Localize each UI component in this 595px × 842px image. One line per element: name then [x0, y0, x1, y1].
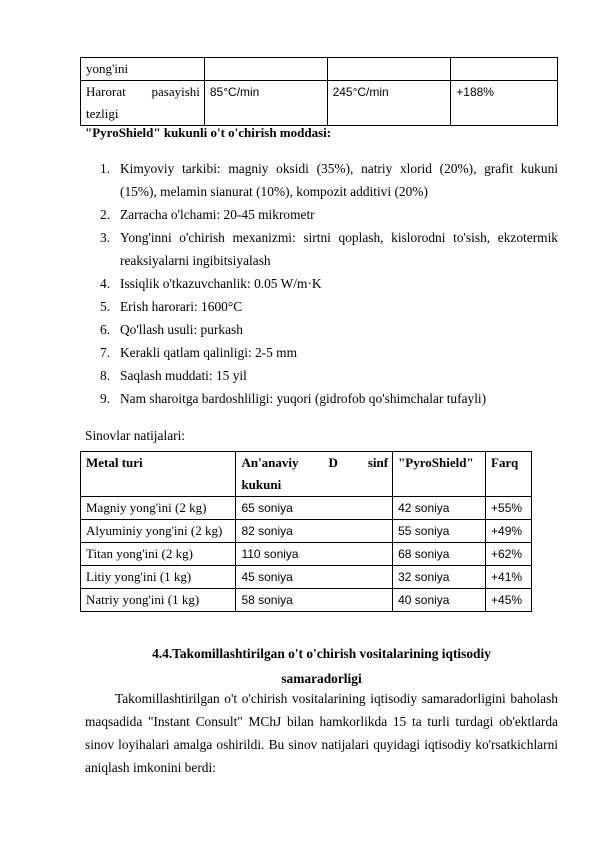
list-number: 2. [100, 207, 111, 222]
list-text: Issiqlik o'tkazuvchanlik: 0.05 W/m·K [120, 276, 322, 291]
table-cell: 55 soniya [393, 520, 486, 543]
table-cell [204, 58, 327, 81]
table-cell: 110 soniya [236, 543, 393, 566]
list-item [92, 203, 558, 226]
table-cell: 40 soniya [393, 589, 486, 612]
list-text: Yong'inni o'chirish mexanizmi: sirtni qoplash, kislorodni to'sish, ekzotermik reaksiyalarni ingibitsiyalash [120, 230, 558, 268]
section-title [85, 641, 558, 691]
list-number: 6. [100, 322, 111, 337]
table-cell: +49% [486, 520, 532, 543]
cell-line [86, 81, 204, 103]
cell-line: tezligi [86, 106, 119, 121]
list-number: 1. [100, 161, 111, 176]
list-text: Qo'llash usuli: purkash [120, 322, 243, 337]
list-number: 3. [100, 230, 111, 245]
table-cell: 45 soniya [236, 566, 393, 589]
table-row [81, 520, 532, 543]
list-item [92, 157, 558, 203]
table-cell: Magniy yong'ini (2 kg) [81, 497, 236, 520]
list-text: Kimyoviy tarkibi: magniy oksidi (35%), natriy xlorid (20%), grafit kukuni (15%), melamin sianurat (10%), kompozit additivi (20%) [120, 161, 558, 199]
list-number: 5. [100, 299, 111, 314]
table-cell: Natriy yong'ini (1 kg) [81, 589, 236, 612]
table-row [81, 81, 558, 126]
body-paragraph: Takomillashtirilgan o't o'chirish vositalarining iqtisodiy samaradorligini baholash maqsadida "Instant Consult" MChJ bilan hamkorlikda 15 ta turli turdagi ob'ektlarda sinov loyihalari amalga oshirildi. Bu sinov natijalari quyidagi iqtisodiy ko'rsatkichlarni aniqlash imkonini berdi: [85, 691, 558, 775]
list-item [92, 387, 558, 410]
cell-word: Harorat [86, 84, 126, 99]
table-cell: yong'ini [81, 58, 205, 81]
list-item [92, 226, 558, 272]
column-header-farq: Farq [486, 452, 532, 497]
section-title-line: 4.4.Takomillashtirilgan o't o'chirish vositalarining iqtisodiy [152, 646, 491, 661]
list-number: 7. [100, 345, 111, 360]
table-cell: 58 soniya [236, 589, 393, 612]
table-row [81, 543, 532, 566]
list-text: Zarracha o'lchami: 20-45 mikrometr [120, 207, 315, 222]
table-cell: 245°C/min [327, 81, 451, 126]
list-number: 8. [100, 368, 111, 383]
list-text: Erish harorari: 1600°C [120, 299, 243, 314]
pyroshield-heading: "PyroShield" kukunli o't o'chirish moddasi: [85, 125, 332, 140]
section-title-line: samaradorligi [281, 671, 362, 686]
list-text: Nam sharoitga bardoshliligi: yuqori (gidrofob qo'shimchalar tufayli) [120, 391, 487, 406]
table-cell: +45% [486, 589, 532, 612]
table-cell: +62% [486, 543, 532, 566]
table-cell [81, 81, 205, 126]
header-word: sinf [367, 455, 389, 470]
list-item [92, 295, 558, 318]
table-row [81, 566, 532, 589]
list-item [92, 364, 558, 387]
list-text: Kerakli qatlam qalinligi: 2-5 mm [120, 345, 298, 360]
cell-word: pasayishi [151, 84, 200, 99]
table-cell: 85°C/min [204, 81, 327, 126]
header-word: An'anaviy [241, 455, 299, 470]
column-header-metal: Metal turi [81, 452, 236, 497]
table-cell: +188% [451, 81, 558, 126]
header-line: kukuni [241, 477, 282, 492]
table-row [81, 58, 558, 81]
results-label: Sinovlar natijalari: [85, 428, 186, 443]
table-cell: 32 soniya [393, 566, 486, 589]
header-line [241, 452, 392, 474]
table-cell: Titan yong'ini (2 kg) [81, 543, 236, 566]
table-cell: +41% [486, 566, 532, 589]
list-number: 4. [100, 276, 111, 291]
column-header-ananaviy [236, 452, 393, 497]
table-header-row [81, 452, 532, 497]
comparison-table-top [80, 57, 558, 126]
table-row [81, 589, 532, 612]
list-item [92, 272, 558, 295]
table-cell [451, 58, 558, 81]
header-word: D [328, 455, 338, 470]
table-cell: 68 soniya [393, 543, 486, 566]
feature-list [92, 157, 558, 410]
table-cell: 82 soniya [236, 520, 393, 543]
list-item [92, 318, 558, 341]
table-cell: 65 soniya [236, 497, 393, 520]
list-number: 9. [100, 391, 111, 406]
table-cell: 42 soniya [393, 497, 486, 520]
list-text: Saqlash muddati: 15 yil [120, 368, 247, 383]
results-table [80, 451, 532, 612]
table-cell: Litiy yong'ini (1 kg) [81, 566, 236, 589]
table-cell: Alyuminiy yong'ini (2 kg) [81, 520, 236, 543]
table-cell: +55% [486, 497, 532, 520]
table-row [81, 497, 532, 520]
list-item [92, 341, 558, 364]
column-header-pyroshield: "PyroShield" [393, 452, 486, 497]
table-cell [327, 58, 451, 81]
